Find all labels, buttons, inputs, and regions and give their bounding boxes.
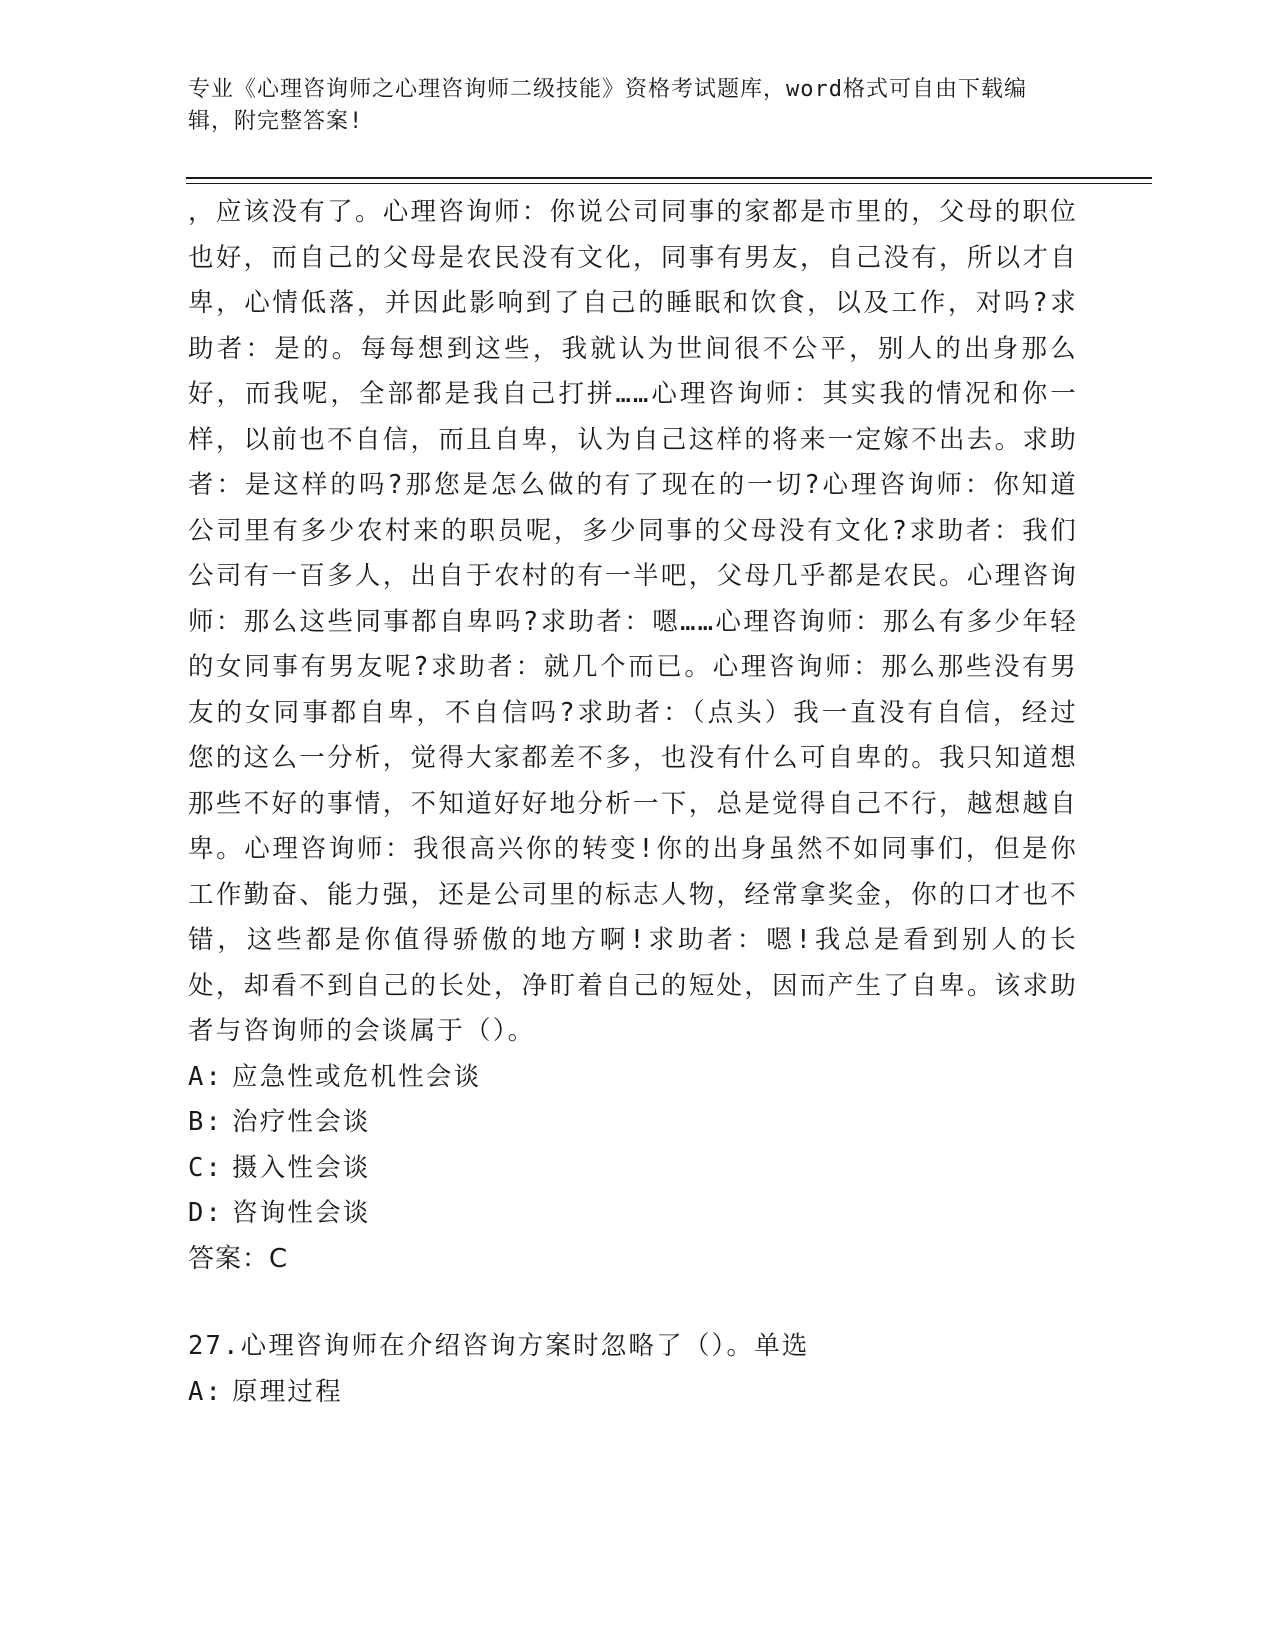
header-divider-thin (186, 183, 1152, 184)
question-title: 27.心理咨询师在介绍咨询方案时忽略了（）。单选 (188, 1331, 810, 1361)
option-a (188, 1055, 1078, 1101)
option-text: 治疗性会谈 (232, 1107, 371, 1137)
header-divider-thick (186, 177, 1152, 179)
option-letter: C: (188, 1152, 224, 1183)
question-block (188, 190, 1078, 1282)
header-text: 专业《心理咨询师之心理咨询师二级技能》资格考试题库，word格式可自由下载编辑，附完整答案! (188, 77, 1027, 134)
next-question-block (188, 1324, 1078, 1415)
option-text: 应急性或危机性会谈 (232, 1061, 482, 1092)
option-letter: B: (188, 1107, 224, 1137)
answer-line: 答案：C (188, 1243, 289, 1274)
option-text: 摄入性会谈 (232, 1152, 371, 1183)
document-header (188, 74, 1068, 138)
option-b (188, 1100, 1078, 1146)
option-text: 原理过程 (232, 1376, 343, 1407)
option-letter: A: (188, 1061, 224, 1092)
option-c (188, 1146, 1078, 1192)
option-text: 咨询性会谈 (232, 1198, 371, 1228)
option-letter: D: (188, 1198, 224, 1228)
option-a (188, 1370, 1078, 1416)
option-letter: A: (188, 1376, 224, 1407)
document-body (188, 190, 1078, 1415)
option-d (188, 1191, 1078, 1237)
option-list (188, 1055, 1078, 1237)
question-passage: ，应该没有了。心理咨询师：你说公司同事的家都是市里的，父母的职位也好，而自己的父母是农民没有文化，同事有男友，自己没有，所以才自卑，心情低落，并因此影响到了自己的睡眠和饮食，以及工作，对吗?求助者：是的。每每想到这些，我就认为世间很不公平，别人的出身那么好，而我呢，全部都是我自己打拼……心理咨询师：其实我的情况和你一样，以前也不自信，而且自卑，认为自己这样的将来一定嫁不出去。求助者：是这样的吗?那您是怎么做的有了现在的一切?心理咨询师：你知道公司里有多少农村来的职员呢，多少同事的父母没有文化?求助者：我们公司有一百多人，出自于农村的有一半吧，父母几乎都是农民。心理咨询师：那么这些同事都自卑吗?求助者：嗯……心理咨询师：那么有多少年轻的女同事有男友呢?求助者：就几个而已。心理咨询师：那么那些没有男友的女同事都自卑，不自信吗?求助者：（点头）我一直没有自信，经过您的这么一分析，觉得大家都差不多，也没有什么可自卑的。我只知道想那些不好的事情，不知道好好地分析一下，总是觉得自己不行，越想越自卑。心理咨询师：我很高兴你的转变!你的出身虽然不如同事们，但是你工作勤奋、能力强，还是公司里的标志人物，经常拿奖金，你的口才也不错，这些都是你值得骄傲的地方啊!求助者：嗯!我总是看到别人的长处，却看不到自己的长处，净盯着自己的短处，因而产生了自卑。该求助者与咨询师的会谈属于（）。 (188, 197, 1078, 1046)
